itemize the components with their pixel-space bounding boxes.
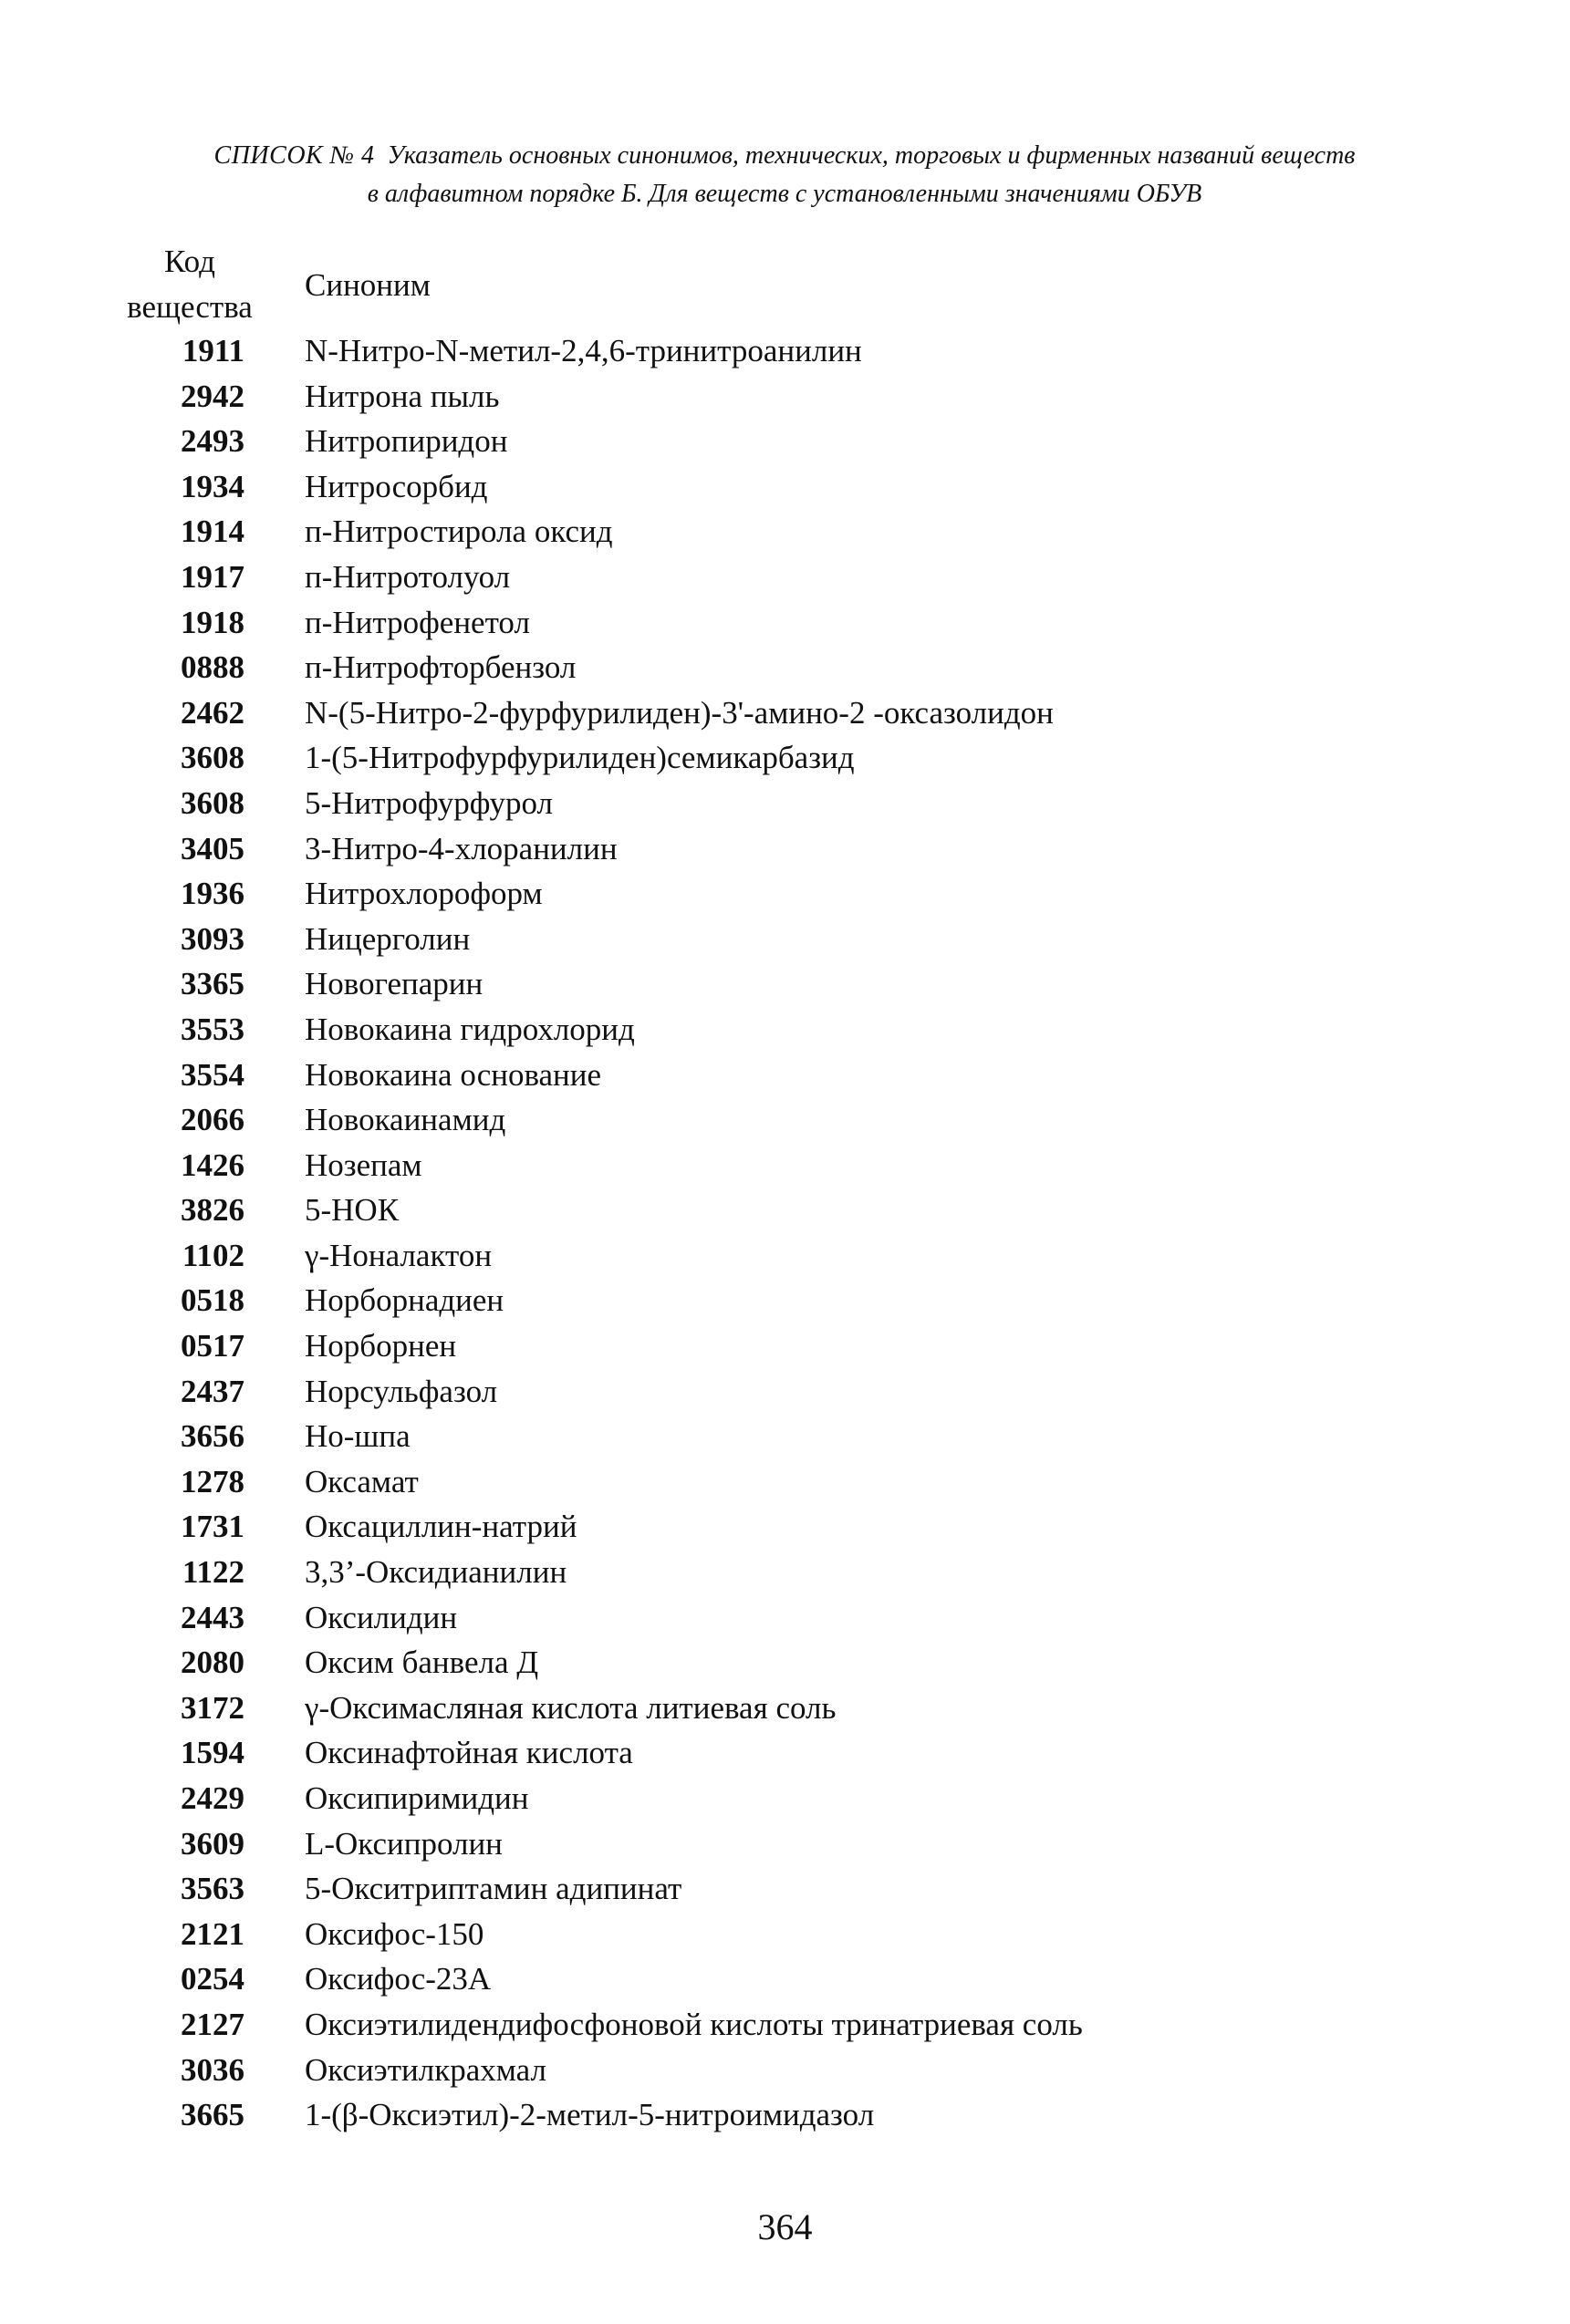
table-row xyxy=(126,1912,1403,1957)
synonym-name: Ницерголин xyxy=(305,920,471,957)
synonym-name: Новогепарин xyxy=(305,966,483,1002)
table-row xyxy=(126,645,1403,690)
synonym-name: 5-Окситриптамин адипинат xyxy=(305,1871,682,1907)
substance-code: 1918 xyxy=(181,604,244,640)
synonym-name: п-Нитрофенетол xyxy=(305,604,530,640)
substance-code: 3554 xyxy=(181,1056,244,1093)
synonym-name: Оксим банвела Д xyxy=(305,1644,539,1681)
substance-code: 1426 xyxy=(181,1146,244,1183)
table-row xyxy=(126,555,1403,600)
synonym-name: L-Оксипролин xyxy=(305,1825,503,1862)
table-row xyxy=(126,328,1403,374)
table-row xyxy=(126,1686,1403,1731)
table-row xyxy=(126,1369,1403,1415)
synonym-name: п-Нитрофторбензол xyxy=(305,649,577,686)
table-row xyxy=(126,1866,1403,1912)
table-row xyxy=(126,1053,1403,1098)
table-row xyxy=(126,374,1403,420)
table-row xyxy=(126,1097,1403,1143)
substance-code: 2066 xyxy=(181,1102,244,1138)
synonym-name: 1-(5-Нитрофурфурилиден)семикарбазид xyxy=(305,740,855,776)
synonym-name: 5-Нитрофурфурол xyxy=(305,784,554,821)
table-body xyxy=(126,328,1403,2138)
synonym-name: Нитропиридон xyxy=(305,423,508,460)
synonym-name: Нитросорбид xyxy=(305,468,488,504)
substance-code: 1102 xyxy=(182,1237,244,1273)
header-line-2: в алфавитном порядке Б. Для веществ с установленными значениями ОБУВ xyxy=(367,180,1202,208)
header-line-1 xyxy=(137,137,1432,175)
substance-code: 3608 xyxy=(181,784,244,821)
table-row xyxy=(126,1278,1403,1323)
substance-code: 1936 xyxy=(181,876,244,912)
synonym-name: п-Нитротолуол xyxy=(305,558,511,595)
synonym-name: Оксациллин-натрий xyxy=(305,1509,577,1545)
page-header xyxy=(137,137,1432,213)
table-header xyxy=(126,239,1403,328)
table-row xyxy=(126,2048,1403,2093)
synonym-name: Оксамат xyxy=(305,1463,419,1499)
table-row xyxy=(126,2092,1403,2138)
synonym-name: 3-Нитро-4-хлоранилин xyxy=(305,830,618,866)
synonym-name: N-Нитро-N-метил-2,4,6-тринитроанилин xyxy=(305,333,862,368)
synonym-name: Оксинафтойная кислота xyxy=(305,1735,633,1771)
synonym-name: 5-НОК xyxy=(305,1192,400,1229)
table-row xyxy=(126,1550,1403,1595)
table-row xyxy=(126,917,1403,962)
table-row xyxy=(126,1640,1403,1686)
table-row xyxy=(126,509,1403,555)
substance-code: 2080 xyxy=(181,1644,244,1681)
substance-code: 3656 xyxy=(181,1418,244,1455)
substance-code: 2121 xyxy=(181,1915,244,1952)
header-title: Указатель основных синонимов, технических, торговых и фирменных названий веществ xyxy=(387,141,1356,170)
synonym-name: Оксилидин xyxy=(305,1599,458,1635)
list-label: СПИСОК № 4 xyxy=(213,141,375,170)
synonym-name: Оксиэтилидендифосфоновой кислоты тринатриевая соль xyxy=(305,2006,1083,2042)
synonym-name: Но-шпа xyxy=(305,1418,411,1455)
table-row xyxy=(126,826,1403,872)
table-row xyxy=(126,2002,1403,2048)
table-row xyxy=(126,735,1403,781)
synonym-name: Оксиэтилкрахмал xyxy=(305,2051,546,2088)
table-row xyxy=(126,871,1403,917)
table-row xyxy=(126,1233,1403,1279)
synonym-name: Оксифос-150 xyxy=(305,1915,484,1952)
synonym-name: Нозепам xyxy=(305,1146,422,1183)
substance-code: 2437 xyxy=(181,1373,244,1409)
substance-code: 3093 xyxy=(181,920,244,957)
substance-code: 3365 xyxy=(181,966,244,1002)
synonym-name: N-(5-Нитро-2-фурфурилиден)-3'-амино-2 -оксазолидон xyxy=(305,694,1054,731)
synonym-name: п-Нитростирола оксид xyxy=(305,514,613,550)
substance-code: 1914 xyxy=(181,514,244,550)
substance-code: 2127 xyxy=(181,2006,244,2042)
synonym-name: 1-(β-Оксиэтил)-2-метил-5-нитроимидазол xyxy=(305,2097,875,2133)
substance-code: 2443 xyxy=(181,1599,244,1635)
substance-code: 1917 xyxy=(181,558,244,595)
synonym-name: Норсульфазол xyxy=(305,1373,498,1409)
table-row xyxy=(126,1821,1403,1867)
table-row xyxy=(126,1595,1403,1641)
table-row xyxy=(126,961,1403,1007)
substance-code: 3553 xyxy=(181,1011,244,1047)
substance-code: 1911 xyxy=(182,333,244,368)
table-row xyxy=(126,1007,1403,1053)
substance-code: 3609 xyxy=(181,1825,244,1862)
synonym-name: Новокаинамид xyxy=(305,1102,506,1138)
synonym-name: Оксифос-23А xyxy=(305,1961,492,1997)
substance-code: 0254 xyxy=(181,1961,244,1997)
table-row xyxy=(126,690,1403,736)
table-row xyxy=(126,419,1403,464)
synonym-table xyxy=(126,239,1403,2138)
table-row xyxy=(126,1459,1403,1505)
substance-code: 3826 xyxy=(181,1192,244,1229)
synonym-name: 3,3’-Оксидианилин xyxy=(305,1554,567,1591)
substance-code: 1122 xyxy=(182,1554,244,1591)
synonym-name: Норборнен xyxy=(305,1328,457,1364)
substance-code: 3172 xyxy=(181,1689,244,1726)
table-row xyxy=(126,464,1403,510)
substance-code: 0517 xyxy=(181,1328,244,1364)
synonym-name: γ-Ноналактон xyxy=(305,1237,493,1273)
substance-code: 0888 xyxy=(181,649,244,686)
synonym-name: Новокаина основание xyxy=(305,1056,602,1093)
substance-code: 1278 xyxy=(181,1463,244,1499)
column-header-code-line2: вещества xyxy=(127,289,253,325)
table-row xyxy=(126,1143,1403,1188)
substance-code: 2429 xyxy=(181,1780,244,1816)
table-row xyxy=(126,1730,1403,1776)
substance-code: 3036 xyxy=(181,2051,244,2088)
synonym-name: Нитрона пыль xyxy=(305,378,500,414)
substance-code: 2462 xyxy=(181,694,244,731)
table-row xyxy=(126,1188,1403,1233)
substance-code: 1731 xyxy=(181,1509,244,1545)
substance-code: 2493 xyxy=(181,423,244,460)
synonym-name: Нитрохлороформ xyxy=(305,876,543,912)
table-row xyxy=(126,1323,1403,1369)
table-row xyxy=(126,600,1403,646)
substance-code: 1594 xyxy=(181,1735,244,1771)
substance-code: 1934 xyxy=(181,468,244,504)
column-header-code-line1: Код xyxy=(164,244,215,279)
substance-code: 3563 xyxy=(181,1871,244,1907)
table-row xyxy=(126,1956,1403,2002)
page-number: 364 xyxy=(757,2206,813,2247)
table-row xyxy=(126,1776,1403,1821)
substance-code: 0518 xyxy=(181,1282,244,1319)
table-row xyxy=(126,781,1403,826)
column-header-code xyxy=(126,239,254,330)
synonym-name: Оксипиримидин xyxy=(305,1780,529,1816)
table-row xyxy=(126,1504,1403,1550)
table-row xyxy=(126,1414,1403,1459)
column-header-synonym: Синоним xyxy=(305,267,431,303)
synonym-name: γ-Оксимасляная кислота литиевая соль xyxy=(305,1689,837,1726)
synonym-name: Новокаина гидрохлорид xyxy=(305,1011,635,1047)
synonym-name: Норборнадиен xyxy=(305,1282,504,1319)
substance-code: 2942 xyxy=(181,378,244,414)
substance-code: 3608 xyxy=(181,740,244,776)
substance-code: 3405 xyxy=(181,830,244,866)
substance-code: 3665 xyxy=(181,2097,244,2133)
